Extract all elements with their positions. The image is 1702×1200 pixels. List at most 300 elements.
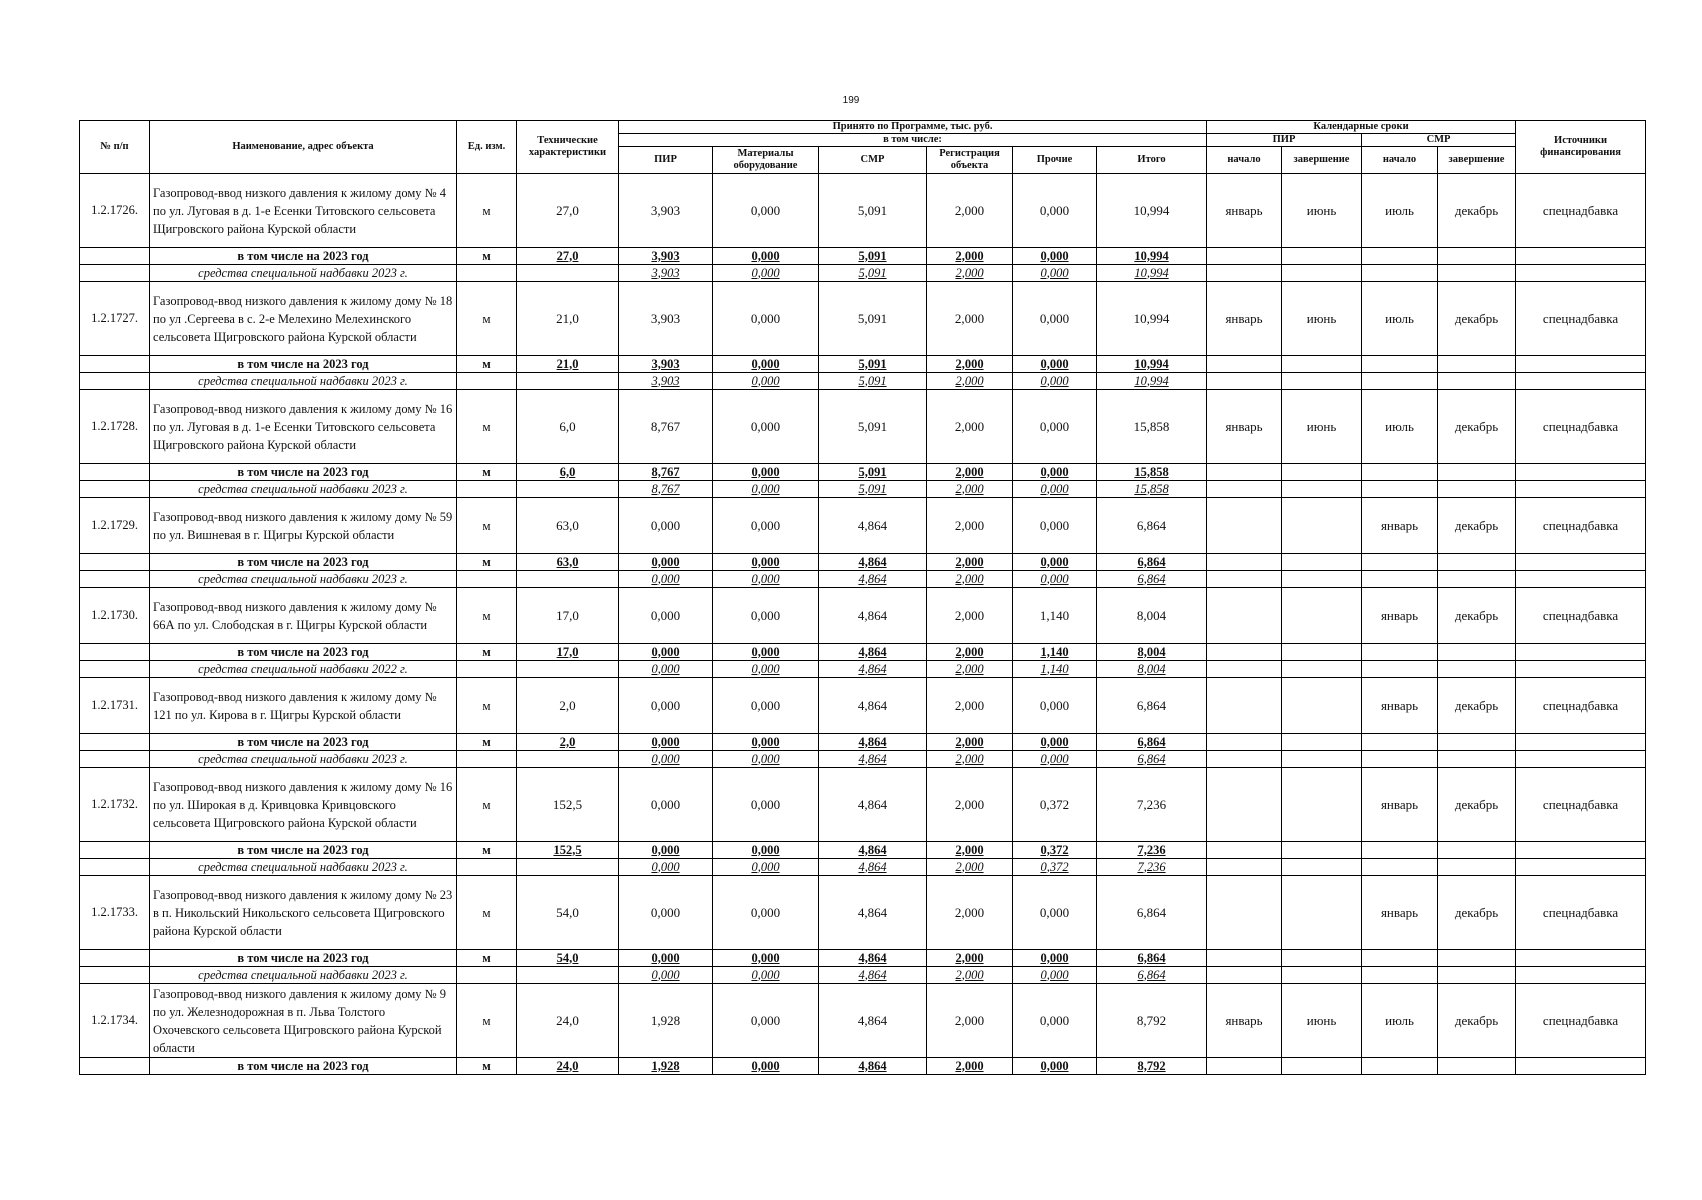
pir-start-cell [1207,498,1282,554]
registration-cell: 2,000 [927,967,1013,984]
row-index: 1.2.1728. [80,390,150,464]
subtotal-label: в том числе на 2023 год [150,734,457,751]
other-cell: 0,000 [1013,984,1097,1058]
registration-cell: 2,000 [927,248,1013,265]
unit-cell: м [457,678,517,734]
total-cell: 6,864 [1097,876,1207,950]
tech-cell: 63,0 [517,498,619,554]
tech-cell: 27,0 [517,248,619,265]
total-cell: 15,858 [1097,481,1207,498]
object-name: Газопровод-ввод низкого давления к жилому дому № 66А по ул. Слободская в г. Щигры Курской области [150,588,457,644]
empty-cell [1362,950,1438,967]
empty-cell [80,1058,150,1075]
header-calendar: Календарные сроки [1207,121,1516,134]
other-cell: 0,000 [1013,1058,1097,1075]
subtotal-label: в том числе на 2023 год [150,356,457,373]
smr-end-cell: декабрь [1438,984,1516,1058]
subtotal-label: в том числе на 2023 год [150,554,457,571]
materials-cell: 0,000 [713,984,819,1058]
source-cell: спецнадбавка [1516,876,1646,950]
tech-cell: 63,0 [517,554,619,571]
subtotal-label: в том числе на 2023 год [150,644,457,661]
registration-cell: 2,000 [927,678,1013,734]
materials-cell: 0,000 [713,751,819,768]
registration-cell: 2,000 [927,265,1013,282]
tech-cell: 152,5 [517,842,619,859]
tech-cell: 152,5 [517,768,619,842]
empty-cell [1207,1058,1282,1075]
other-cell: 0,000 [1013,464,1097,481]
other-cell: 0,372 [1013,859,1097,876]
empty-cell [1282,356,1362,373]
tech-cell: 17,0 [517,644,619,661]
unit-cell: м [457,768,517,842]
total-cell: 10,994 [1097,265,1207,282]
empty-cell [517,265,619,282]
empty-cell [1207,265,1282,282]
smr-end-cell: декабрь [1438,678,1516,734]
object-name: Газопровод-ввод низкого давления к жилому дому № 16 по ул. Луговая в д. 1-е Есенки Титовского сельсовета Щигровского района Курской области [150,390,457,464]
empty-cell [1516,644,1646,661]
total-cell: 7,236 [1097,768,1207,842]
pir-cell: 3,903 [619,265,713,282]
smr-cell: 5,091 [819,373,927,390]
registration-cell: 2,000 [927,464,1013,481]
row-index: 1.2.1726. [80,174,150,248]
tech-cell: 24,0 [517,1058,619,1075]
pir-start-cell [1207,588,1282,644]
empty-cell [457,571,517,588]
materials-cell: 0,000 [713,859,819,876]
smr-start-cell: январь [1362,768,1438,842]
pir-cell: 0,000 [619,950,713,967]
pir-cell: 8,767 [619,481,713,498]
empty-cell [1282,248,1362,265]
total-cell: 6,864 [1097,554,1207,571]
tech-cell: 6,0 [517,390,619,464]
table-row [80,876,1646,950]
empty-cell [1207,464,1282,481]
empty-cell [1282,734,1362,751]
empty-cell [1282,859,1362,876]
funding-label: средства специальной надбавки 2023 г. [150,751,457,768]
pir-cell: 0,000 [619,751,713,768]
total-cell: 6,864 [1097,498,1207,554]
total-cell: 7,236 [1097,842,1207,859]
pir-cell: 0,000 [619,661,713,678]
empty-cell [1207,644,1282,661]
empty-cell [1438,373,1516,390]
empty-cell [1516,734,1646,751]
empty-cell [457,751,517,768]
empty-cell [1516,481,1646,498]
smr-cell: 5,091 [819,464,927,481]
smr-start-cell: январь [1362,678,1438,734]
empty-cell [1438,967,1516,984]
tech-cell: 21,0 [517,356,619,373]
smr-cell: 4,864 [819,984,927,1058]
smr-start-cell: июль [1362,282,1438,356]
other-cell: 1,140 [1013,661,1097,678]
empty-cell [1438,464,1516,481]
materials-cell: 0,000 [713,373,819,390]
other-cell: 0,000 [1013,876,1097,950]
header-other: Прочие [1013,147,1097,174]
unit-cell: м [457,842,517,859]
other-cell: 0,372 [1013,842,1097,859]
other-cell: 0,000 [1013,734,1097,751]
unit-cell: м [457,174,517,248]
empty-cell [1516,356,1646,373]
materials-cell: 0,000 [713,265,819,282]
other-cell: 0,372 [1013,768,1097,842]
row-index: 1.2.1733. [80,876,150,950]
empty-cell [1438,265,1516,282]
smr-end-cell: декабрь [1438,390,1516,464]
empty-cell [80,248,150,265]
subtotal-row [80,248,1646,265]
header-pir: ПИР [619,147,713,174]
materials-cell: 0,000 [713,356,819,373]
smr-cell: 4,864 [819,644,927,661]
funding-row [80,859,1646,876]
empty-cell [1282,644,1362,661]
materials-cell: 0,000 [713,876,819,950]
empty-cell [517,859,619,876]
empty-cell [1362,842,1438,859]
pir-end-cell: июнь [1282,282,1362,356]
unit-cell: м [457,588,517,644]
empty-cell [457,859,517,876]
empty-cell [1438,751,1516,768]
registration-cell: 2,000 [927,373,1013,390]
other-cell: 0,000 [1013,481,1097,498]
empty-cell [1362,373,1438,390]
smr-end-cell: декабрь [1438,498,1516,554]
other-cell: 0,000 [1013,373,1097,390]
other-cell: 0,000 [1013,554,1097,571]
pir-end-cell: июнь [1282,390,1362,464]
registration-cell: 2,000 [927,1058,1013,1075]
table-row [80,282,1646,356]
smr-end-cell: декабрь [1438,876,1516,950]
materials-cell: 0,000 [713,967,819,984]
row-index: 1.2.1734. [80,984,150,1058]
empty-cell [1516,373,1646,390]
unit-cell: м [457,282,517,356]
pir-cell: 8,767 [619,464,713,481]
object-name: Газопровод-ввод низкого давления к жилому дому № 18 по ул .Сергеева в с. 2-е Мелехино Мелехинского сельсовета Щигровского района Курской области [150,282,457,356]
unit-cell: м [457,464,517,481]
unit-cell: м [457,356,517,373]
header-registration: Регистрация объекта [927,147,1013,174]
empty-cell [1516,248,1646,265]
empty-cell [1207,481,1282,498]
materials-cell: 0,000 [713,842,819,859]
funding-label: средства специальной надбавки 2023 г. [150,967,457,984]
smr-cell: 4,864 [819,950,927,967]
tech-cell: 54,0 [517,950,619,967]
materials-cell: 0,000 [713,498,819,554]
tech-cell: 6,0 [517,464,619,481]
subtotal-row [80,950,1646,967]
smr-start-cell: июль [1362,390,1438,464]
pir-cell: 1,928 [619,1058,713,1075]
registration-cell: 2,000 [927,842,1013,859]
tech-cell: 2,0 [517,734,619,751]
funding-row [80,373,1646,390]
pir-end-cell [1282,876,1362,950]
source-cell: спецнадбавка [1516,768,1646,842]
empty-cell [517,571,619,588]
smr-cell: 4,864 [819,859,927,876]
materials-cell: 0,000 [713,554,819,571]
empty-cell [1207,842,1282,859]
registration-cell: 2,000 [927,588,1013,644]
smr-end-cell: декабрь [1438,768,1516,842]
registration-cell: 2,000 [927,571,1013,588]
smr-cell: 5,091 [819,481,927,498]
empty-cell [1207,967,1282,984]
empty-cell [1362,571,1438,588]
pir-cell: 3,903 [619,174,713,248]
table-row [80,174,1646,248]
pir-cell: 0,000 [619,554,713,571]
empty-cell [80,967,150,984]
empty-cell [1362,751,1438,768]
subtotal-label: в том числе на 2023 год [150,950,457,967]
total-cell: 10,994 [1097,282,1207,356]
table-row [80,678,1646,734]
smr-cell: 4,864 [819,1058,927,1075]
materials-cell: 0,000 [713,950,819,967]
pir-cell: 3,903 [619,356,713,373]
other-cell: 0,000 [1013,282,1097,356]
header-pir-end: завершение [1282,147,1362,174]
subtotal-label: в том числе на 2023 год [150,842,457,859]
table-row [80,984,1646,1058]
empty-cell [457,265,517,282]
object-name: Газопровод-ввод низкого давления к жилому дому № 59 по ул. Вишневая в г. Щигры Курской области [150,498,457,554]
other-cell: 0,000 [1013,390,1097,464]
smr-cell: 4,864 [819,768,927,842]
table-row [80,498,1646,554]
total-cell: 15,858 [1097,390,1207,464]
funding-row [80,661,1646,678]
empty-cell [1516,464,1646,481]
empty-cell [1362,644,1438,661]
empty-cell [80,554,150,571]
empty-cell [1282,1058,1362,1075]
pir-cell: 0,000 [619,859,713,876]
pir-cell: 3,903 [619,248,713,265]
source-cell: спецнадбавка [1516,678,1646,734]
subtotal-row [80,554,1646,571]
empty-cell [1282,464,1362,481]
smr-cell: 5,091 [819,356,927,373]
materials-cell: 0,000 [713,248,819,265]
tech-cell: 21,0 [517,282,619,356]
other-cell: 0,000 [1013,571,1097,588]
funding-label: средства специальной надбавки 2022 г. [150,661,457,678]
empty-cell [1516,265,1646,282]
empty-cell [1362,1058,1438,1075]
source-cell: спецнадбавка [1516,984,1646,1058]
other-cell: 0,000 [1013,950,1097,967]
registration-cell: 2,000 [927,390,1013,464]
empty-cell [1516,859,1646,876]
empty-cell [1362,859,1438,876]
materials-cell: 0,000 [713,661,819,678]
tech-cell: 54,0 [517,876,619,950]
subtotal-row [80,842,1646,859]
registration-cell: 2,000 [927,950,1013,967]
table-body [80,174,1646,1075]
header-pir-start: начало [1207,147,1282,174]
smr-cell: 4,864 [819,678,927,734]
source-cell: спецнадбавка [1516,174,1646,248]
subtotal-row [80,644,1646,661]
pir-start-cell: январь [1207,390,1282,464]
materials-cell: 0,000 [713,734,819,751]
smr-cell: 5,091 [819,390,927,464]
funding-label: средства специальной надбавки 2023 г. [150,859,457,876]
empty-cell [1438,248,1516,265]
tech-cell: 24,0 [517,984,619,1058]
object-name: Газопровод-ввод низкого давления к жилому дому № 4 по ул. Луговая в д. 1-е Есенки Титовского сельсовета Щигровского района Курской области [150,174,457,248]
total-cell: 6,864 [1097,734,1207,751]
empty-cell [457,481,517,498]
other-cell: 1,140 [1013,588,1097,644]
empty-cell [1282,373,1362,390]
total-cell: 8,792 [1097,984,1207,1058]
empty-cell [1207,248,1282,265]
registration-cell: 2,000 [927,751,1013,768]
empty-cell [1362,356,1438,373]
pir-start-cell: январь [1207,174,1282,248]
materials-cell: 0,000 [713,390,819,464]
materials-cell: 0,000 [713,644,819,661]
pir-cell: 0,000 [619,678,713,734]
empty-cell [80,842,150,859]
empty-cell [1207,734,1282,751]
unit-cell: м [457,554,517,571]
empty-cell [80,950,150,967]
empty-cell [1282,571,1362,588]
pir-start-cell [1207,768,1282,842]
smr-start-cell: январь [1362,588,1438,644]
empty-cell [517,661,619,678]
registration-cell: 2,000 [927,356,1013,373]
unit-cell: м [457,734,517,751]
materials-cell: 0,000 [713,588,819,644]
table-row [80,768,1646,842]
header-num: № п/п [80,121,150,174]
empty-cell [1362,481,1438,498]
object-name: Газопровод-ввод низкого давления к жилому дому № 16 по ул. Широкая в д. Кривцовка Кривцовского сельсовета Щигровского района Курской области [150,768,457,842]
subtotal-row [80,1058,1646,1075]
materials-cell: 0,000 [713,768,819,842]
pir-cell: 0,000 [619,842,713,859]
empty-cell [80,356,150,373]
empty-cell [517,751,619,768]
empty-cell [80,644,150,661]
other-cell: 0,000 [1013,678,1097,734]
empty-cell [457,373,517,390]
object-name: Газопровод-ввод низкого давления к жилому дому № 121 по ул. Кирова в г. Щигры Курской области [150,678,457,734]
empty-cell [1362,967,1438,984]
registration-cell: 2,000 [927,734,1013,751]
row-index: 1.2.1732. [80,768,150,842]
subtotal-label: в том числе на 2023 год [150,248,457,265]
empty-cell [517,373,619,390]
subtotal-label: в том числе на 2023 год [150,464,457,481]
materials-cell: 0,000 [713,678,819,734]
smr-end-cell: декабрь [1438,588,1516,644]
empty-cell [1516,1058,1646,1075]
registration-cell: 2,000 [927,859,1013,876]
table-header [80,121,1646,174]
empty-cell [1438,661,1516,678]
other-cell: 0,000 [1013,498,1097,554]
empty-cell [1362,734,1438,751]
subtotal-row [80,464,1646,481]
other-cell: 0,000 [1013,248,1097,265]
total-cell: 6,864 [1097,751,1207,768]
registration-cell: 2,000 [927,768,1013,842]
materials-cell: 0,000 [713,282,819,356]
empty-cell [1207,571,1282,588]
source-cell: спецнадбавка [1516,588,1646,644]
other-cell: 0,000 [1013,174,1097,248]
other-cell: 0,000 [1013,751,1097,768]
registration-cell: 2,000 [927,876,1013,950]
empty-cell [1282,265,1362,282]
empty-cell [1516,751,1646,768]
smr-start-cell: январь [1362,498,1438,554]
header-smr: СМР [819,147,927,174]
header-cal-smr: СМР [1362,134,1516,147]
unit-cell: м [457,498,517,554]
smr-start-cell: январь [1362,876,1438,950]
smr-cell: 4,864 [819,734,927,751]
empty-cell [1207,554,1282,571]
empty-cell [1362,661,1438,678]
funding-label: средства специальной надбавки 2023 г. [150,373,457,390]
funding-label: средства специальной надбавки 2023 г. [150,481,457,498]
registration-cell: 2,000 [927,282,1013,356]
empty-cell [1516,571,1646,588]
smr-end-cell: декабрь [1438,282,1516,356]
header-tech: Технические характеристики [517,121,619,174]
empty-cell [1207,950,1282,967]
pir-cell: 0,000 [619,588,713,644]
empty-cell [1516,661,1646,678]
unit-cell: м [457,984,517,1058]
pir-start-cell [1207,876,1282,950]
empty-cell [80,265,150,282]
empty-cell [80,481,150,498]
empty-cell [80,571,150,588]
unit-cell: м [457,1058,517,1075]
empty-cell [1207,661,1282,678]
empty-cell [1282,751,1362,768]
object-name: Газопровод-ввод низкого давления к жилому дому № 9 по ул. Железнодорожная в п. Льва Толстого Охочевского сельсовета Щигровского района Курской области [150,984,457,1058]
empty-cell [1438,1058,1516,1075]
empty-cell [457,967,517,984]
pir-cell: 0,000 [619,967,713,984]
pir-end-cell [1282,498,1362,554]
